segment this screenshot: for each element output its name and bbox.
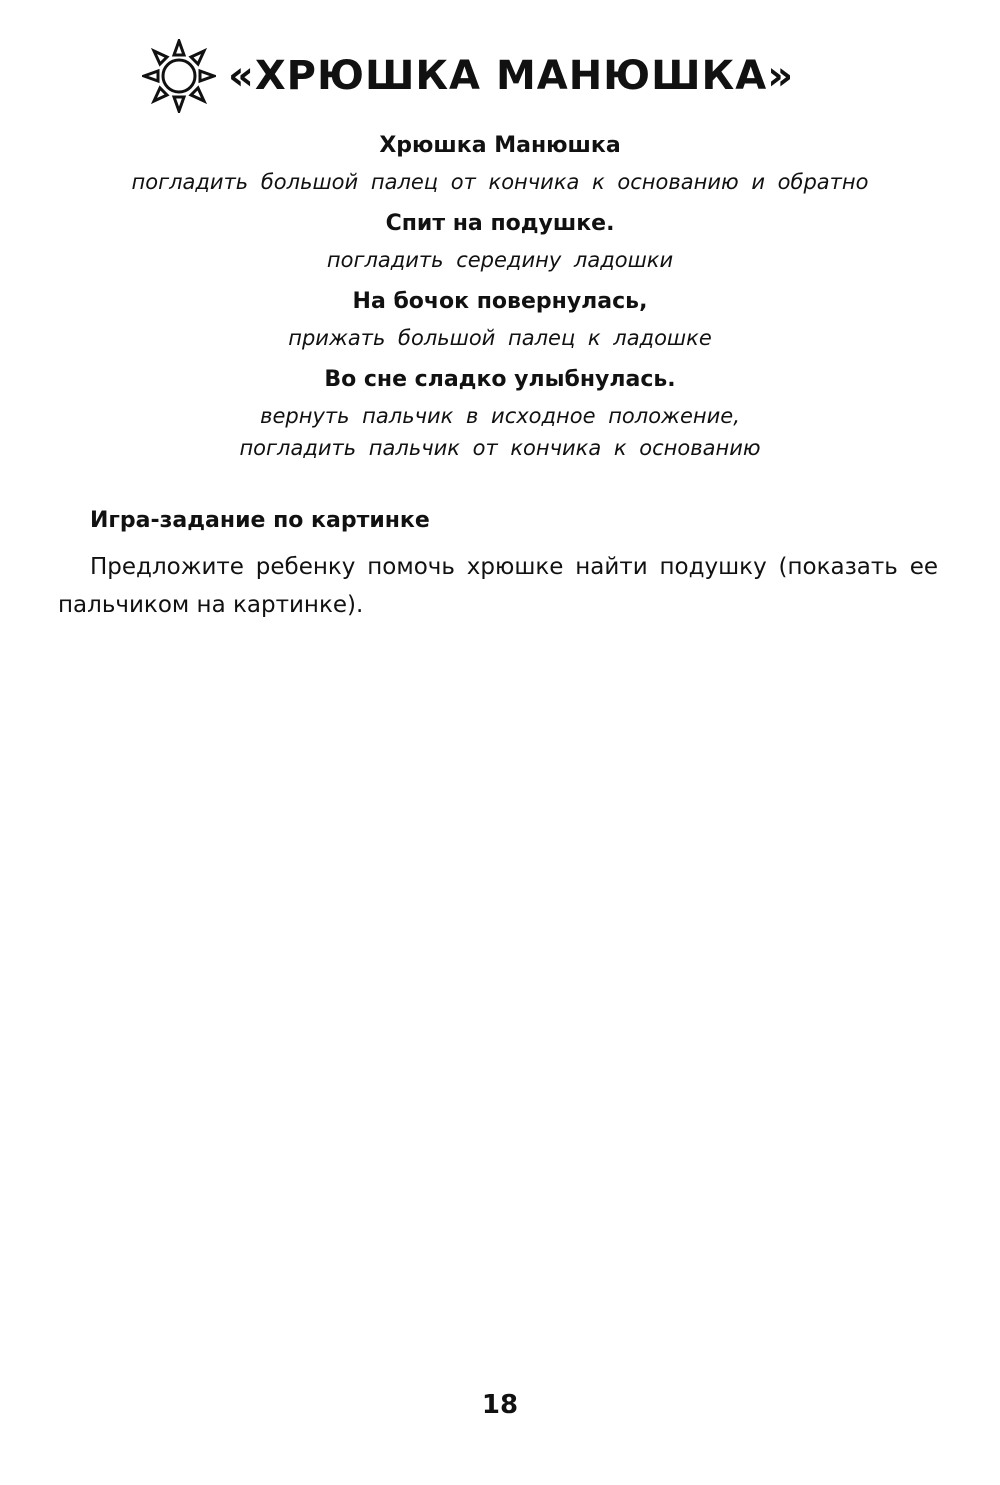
task-paragraph: Предложите ребенку помочь хрюшке найти подушку (показать ее пальчиком на картинке).: [58, 554, 938, 618]
instruction-line: прижать большой палец к ладошке: [288, 326, 712, 350]
instruction-line: погладить середину ладошки: [326, 248, 674, 272]
instruction-line: погладить пальчик от кончика к основанию: [239, 436, 761, 460]
verse-line: Спит на подушке.: [385, 211, 615, 236]
instruction-line: вернуть пальчик в исходное положение,: [260, 404, 740, 428]
verse-line: Хрюшка Манюшка: [379, 133, 621, 158]
sun-icon: [142, 39, 216, 113]
instruction-line: погладить большой палец от кончика к основанию и обратно: [131, 170, 869, 194]
page-number: 18: [481, 1390, 519, 1420]
instruction-block: [60, 400, 940, 464]
poem: [60, 128, 940, 464]
verse-line: Во сне сладко улыбнулась.: [324, 367, 676, 392]
page-title: «ХРЮШКА МАНЮШКА»: [228, 53, 795, 99]
task-heading: Игра-задание по картинке: [90, 508, 430, 533]
title-row: [142, 40, 794, 112]
verse-line: На бочок повернулась,: [352, 289, 648, 314]
